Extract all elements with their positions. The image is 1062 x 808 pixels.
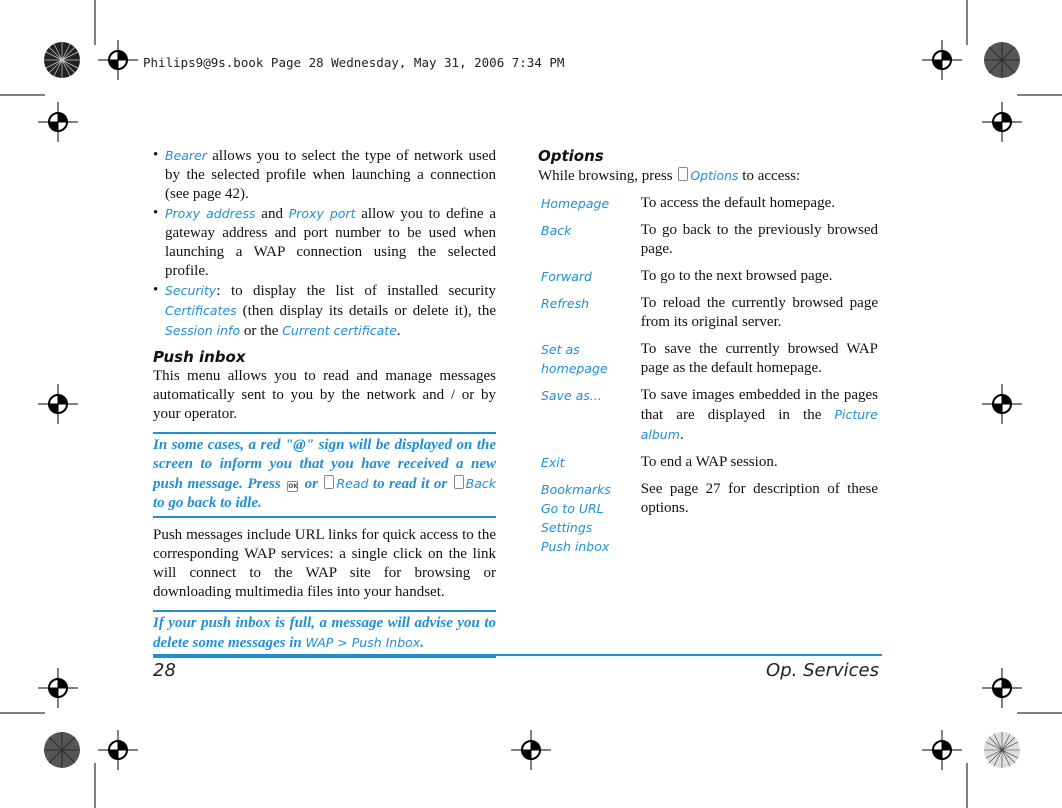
term-current-certificate: Current certificate bbox=[282, 323, 397, 338]
option-row: Back To go back to the previously browsed page. bbox=[541, 222, 878, 257]
color-rosette-icon bbox=[982, 730, 1022, 770]
term-certificates: Certificates bbox=[165, 303, 237, 318]
option-row: Forward To go to the next browsed page. bbox=[541, 268, 833, 284]
option-row: Refresh To reload the currently browsed page from its original server. bbox=[541, 295, 878, 330]
term-proxy-port: Proxy port bbox=[288, 206, 356, 221]
options-intro: While browsing, press Options to access: bbox=[538, 168, 801, 184]
registration-target-icon bbox=[98, 730, 138, 770]
color-rosette-icon bbox=[42, 40, 82, 80]
color-rosette-icon bbox=[982, 40, 1022, 80]
option-row: Homepage To access the default homepage. bbox=[541, 195, 835, 211]
option-row: Exit To end a WAP session. bbox=[541, 454, 778, 470]
section-title-push-inbox: Push inbox bbox=[153, 348, 246, 366]
term-proxy-address: Proxy address bbox=[165, 206, 256, 221]
bullet-bearer: • Bearer allows you to select the type of network used by the selected profile when launching a connection (see page 42). bbox=[153, 147, 496, 202]
registration-target-icon bbox=[98, 40, 138, 80]
note-push-message: In some cases, a red "@" sign will be displayed on the screen to inform you that you have received a new push message. Press OK or Read to read it or Back to go back to idle. bbox=[153, 432, 496, 518]
registration-target-icon bbox=[38, 384, 78, 424]
term-session-info: Session info bbox=[165, 323, 241, 338]
term-bearer: Bearer bbox=[165, 148, 207, 163]
option-row: Save as... To save images embedded in the pages that are displayed in the Picture album. bbox=[541, 387, 878, 443]
push-messages-paragraph: Push messages include URL links for quick access to the corresponding WAP services: a single click on the link will connect to the WAP site for browsing or downloading multimedia files into your handset. bbox=[153, 527, 496, 600]
footer-rule bbox=[153, 654, 882, 656]
color-rosette-icon bbox=[42, 730, 82, 770]
push-inbox-paragraph: This menu allows you to read and manage messages automatically sent to you by the network and / or by your operator. bbox=[153, 368, 496, 422]
registration-target-icon bbox=[922, 730, 962, 770]
left-column bbox=[153, 146, 496, 666]
registration-target-icon bbox=[38, 668, 78, 708]
option-row: Bookmarks Go to URL Settings Push inbox See page 27 for description of these options. bbox=[541, 481, 878, 554]
option-row: Set as homepage To save the currently browsed WAP page as the default homepage. bbox=[541, 341, 878, 376]
registration-target-icon bbox=[511, 730, 551, 770]
footer-section-title: Op. Services bbox=[766, 660, 879, 681]
softkey-icon bbox=[678, 167, 688, 181]
bullet-security: • Security: to display the list of installed security Certificates (then display its details or delete it), the Session info or the Current certificate. bbox=[153, 282, 496, 339]
registration-target-icon bbox=[38, 102, 78, 142]
registration-target-icon bbox=[982, 668, 1022, 708]
registration-target-icon bbox=[982, 384, 1022, 424]
bullet-proxy: • Proxy address and Proxy port allow you to define a gateway address and port number to be used when launching a WAP connection using the selected profile. bbox=[153, 205, 496, 279]
page-number: 28 bbox=[153, 660, 176, 681]
softkey-icon bbox=[454, 475, 464, 489]
registration-target-icon bbox=[922, 40, 962, 80]
section-title-options: Options bbox=[538, 147, 604, 165]
ok-key-icon: OK bbox=[288, 483, 298, 490]
term-security: Security bbox=[165, 283, 217, 298]
note-inbox-full: If your push inbox is full, a message will advise you to delete some messages in WAP > Push Inbox. bbox=[153, 610, 496, 658]
running-header: Philips9@9s.book Page 28 Wednesday, May 31, 2006 7:34 PM bbox=[143, 55, 565, 70]
right-column bbox=[538, 146, 878, 564]
softkey-icon bbox=[324, 475, 334, 489]
registration-target-icon bbox=[982, 102, 1022, 142]
